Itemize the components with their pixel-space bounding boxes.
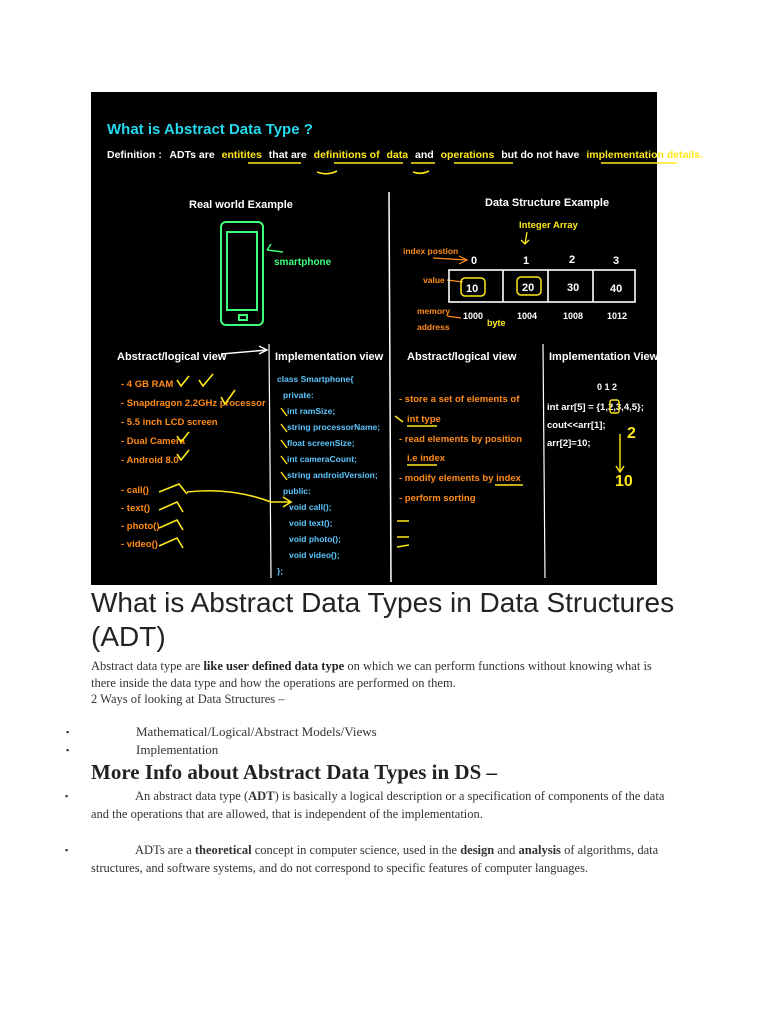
left-impl-title: Implementation view (275, 351, 384, 363)
ways-list (60, 723, 377, 759)
smartphone-label: smartphone (274, 257, 332, 268)
svg-text:- call(): - call() (121, 485, 149, 496)
svg-text:int cameraCount;: int cameraCount; (287, 454, 357, 464)
value-label: value (423, 275, 445, 285)
bullet-icon: ▪ (66, 745, 70, 755)
svg-text:0: 0 (471, 255, 478, 267)
info-paragraph-adt: ▪ An abstract data type (ADT) is basically a logical description or a specification of components of the data and the operations that are allowed, that is independent of the implementation. (65, 789, 665, 821)
bullet-icon: ▪ (66, 727, 70, 737)
slide-definition: Definition : ADTs are entitites that are definitions of data and operations but do not have implementation details. (107, 149, 704, 161)
svg-text:10: 10 (466, 283, 479, 295)
svg-text:1004: 1004 (517, 311, 538, 321)
svg-text:i.e index: i.e index (407, 453, 446, 464)
list-item: ▪ Implementation (66, 742, 219, 757)
svg-text:2: 2 (569, 254, 576, 266)
svg-text:};: }; (277, 566, 284, 576)
left-abstract-title: Abstract/logical view (117, 351, 227, 363)
smartphone-drawing (221, 222, 263, 325)
note-2: 2 (627, 425, 636, 442)
svg-text:30: 30 (567, 282, 580, 294)
svg-text:void text();: void text(); (289, 518, 333, 528)
intro-paragraph: Abstract data type are like user defined data type on which we can perform functions without knowing what is there inside the data type and how the operations are performed on them. 2 Ways of looking at Data Structures – (91, 659, 652, 706)
right-impl-divider (543, 344, 545, 578)
note-10: 10 (615, 473, 633, 490)
svg-text:- video(): - video() (121, 539, 158, 550)
svg-text:40: 40 (610, 283, 623, 295)
svg-text:private:: private: (283, 390, 314, 400)
svg-text:int ramSize;: int ramSize; (287, 406, 336, 416)
svg-text:1008: 1008 (563, 311, 584, 321)
list-item: ▪ Mathematical/Logical/Abstract Models/Views (66, 724, 377, 739)
integer-array-label: Integer Array (519, 220, 578, 231)
slide-drawing (91, 92, 704, 585)
right-code-index-row: 0 1 2 (597, 382, 618, 392)
svg-text:1: 1 (523, 255, 530, 267)
svg-text:- 5.5 inch LCD screen: - 5.5 inch LCD screen (121, 417, 218, 428)
page-title: What is Abstract Data Types in Data Structures (ADT) (91, 587, 675, 652)
svg-text:public:: public: (283, 486, 311, 496)
svg-text:int type: int type (407, 414, 441, 425)
svg-text:void photo();: void photo(); (289, 534, 341, 544)
ds-example-title: Data Structure Example (485, 197, 610, 209)
real-world-title: Real world Example (189, 199, 293, 211)
index-position-label: index postion (403, 246, 459, 256)
svg-text:- perform sorting: - perform sorting (399, 493, 476, 504)
right-abstract-title: Abstract/logical view (407, 351, 517, 363)
svg-text:20: 20 (522, 282, 535, 294)
svg-text:void video();: void video(); (289, 550, 340, 560)
ads-image-slide (91, 92, 704, 585)
memory-label: memory (417, 306, 451, 316)
svg-text:1012: 1012 (607, 311, 628, 321)
svg-text:string androidVersion;: string androidVersion; (287, 470, 378, 480)
svg-text:- read elements by position: - read elements by position (399, 434, 522, 445)
phone-arrow (267, 244, 283, 252)
left-func-list (121, 485, 160, 550)
svg-text:void call();: void call(); (289, 502, 332, 512)
svg-text:int arr[5] = {1,2,3,4,5};: int arr[5] = {1,2,3,4,5}; (547, 402, 644, 413)
svg-text:float screenSize;: float screenSize; (287, 438, 355, 448)
center-divider (389, 192, 391, 582)
ways-line: 2 Ways of looking at Data Structures – (91, 692, 285, 706)
arrow-abstract-impl (221, 346, 267, 354)
slide-heading: What is Abstract Data Type ? (107, 121, 313, 138)
svg-text:3: 3 (613, 255, 620, 267)
info-paragraph-theory: ▪ ADTs are a theoretical concept in computer science, used in the design and analysis of algorithms, data structures, and software systems, and do not correspond to specific features of computer languages. (65, 843, 659, 875)
svg-text:- text(): - text() (121, 503, 151, 514)
array-values (466, 282, 622, 295)
bullet-icon: ▪ (65, 845, 69, 855)
svg-text:- 4 GB RAM: - 4 GB RAM (121, 379, 174, 390)
svg-text:- Snapdragon 2.2GHz processor: - Snapdragon 2.2GHz processor (121, 398, 266, 409)
left-impl-divider (269, 344, 271, 578)
svg-text:cout<<arr[1];: cout<<arr[1]; (547, 420, 606, 431)
svg-text:- Android 8.0: - Android 8.0 (121, 455, 179, 466)
left-spec-list (121, 379, 266, 466)
svg-text:- modify elements by index: - modify elements by index (399, 473, 521, 484)
left-code-block (277, 374, 380, 576)
svg-text:- store a set of elements of: - store a set of elements of (399, 394, 520, 405)
svg-text:- photo(): - photo() (121, 521, 160, 532)
bullet-icon: ▪ (65, 791, 69, 801)
svg-text:class Smartphone{: class Smartphone{ (277, 374, 354, 384)
svg-text:arr[2]=10;: arr[2]=10; (547, 438, 591, 449)
svg-text:1000: 1000 (463, 311, 484, 321)
array-indices (471, 254, 619, 267)
right-ops-list (399, 394, 522, 504)
right-impl-title: Implementation View (549, 351, 659, 363)
byte-label: byte (487, 318, 506, 328)
svg-text:- Dual Camera: - Dual Camera (121, 436, 185, 447)
svg-text:string processorName;: string processorName; (287, 422, 381, 432)
address-label: address (417, 322, 450, 332)
section-heading: More Info about Abstract Data Types in DS – (91, 760, 498, 784)
definition-underlines (248, 163, 677, 174)
